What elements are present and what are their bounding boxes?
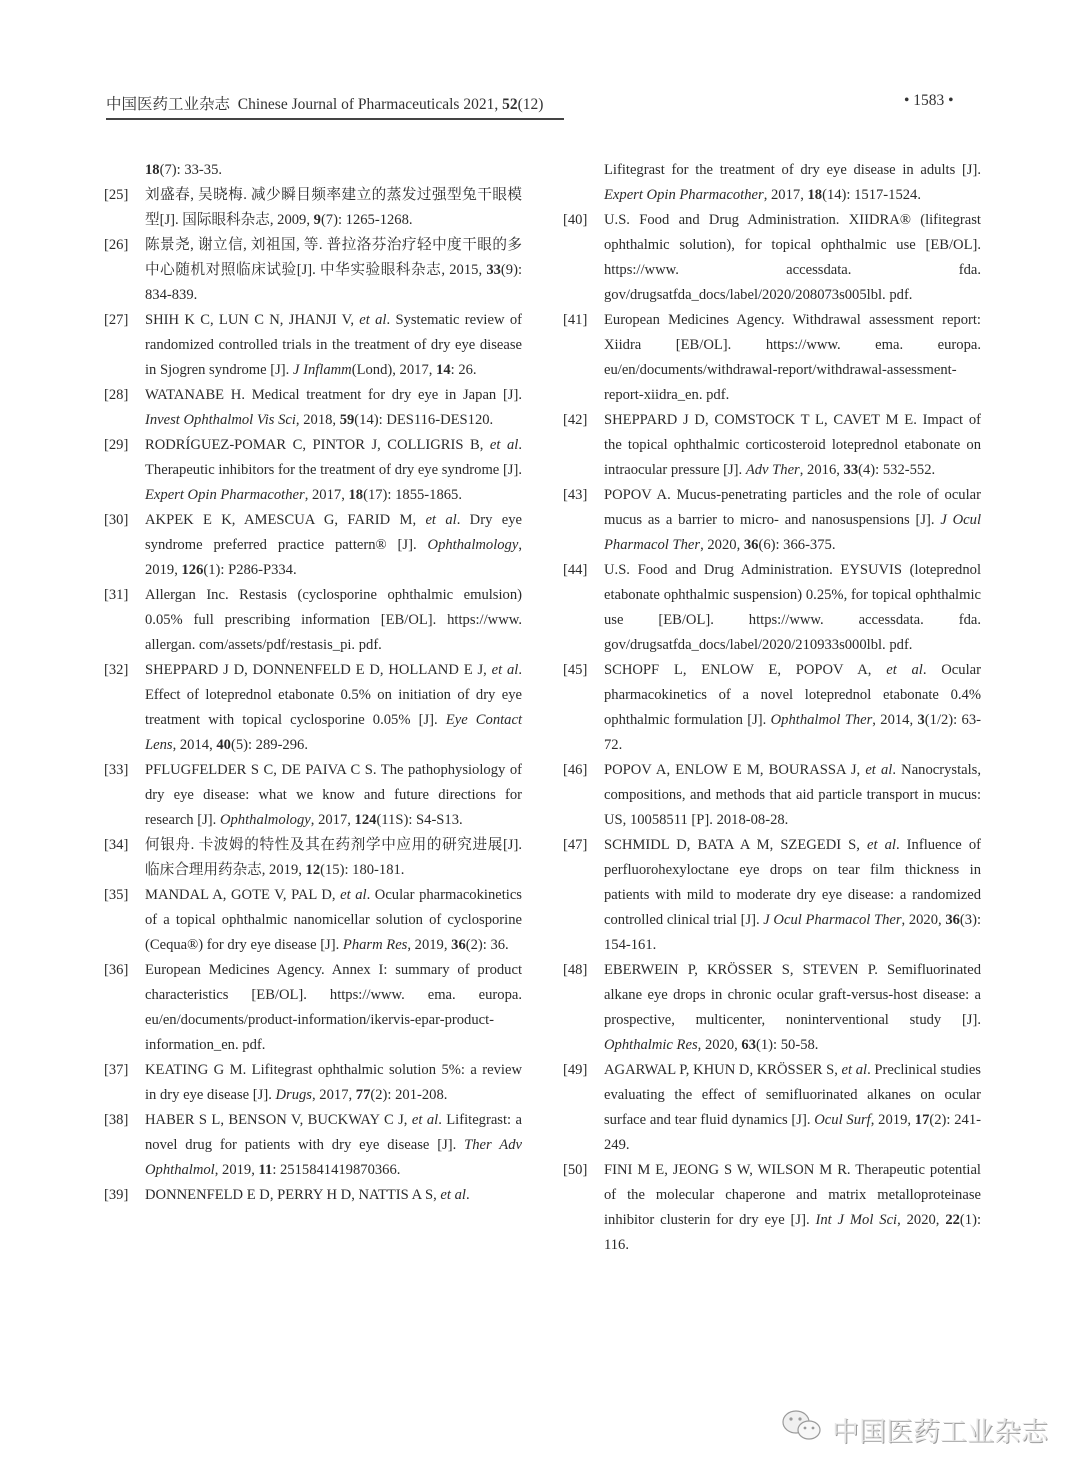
- reference-text: (7): 33-35.: [159, 162, 223, 178]
- reference-volume: 11: [258, 1162, 273, 1178]
- reference-text: AKPEK E K, AMESCUA G, FARID M,: [145, 512, 426, 528]
- reference-volume: 124: [354, 812, 377, 828]
- reference-volume: 36: [743, 537, 759, 553]
- reference-italic-text: Ophthalmic Res: [604, 1037, 698, 1053]
- journal-year: 2021,: [463, 96, 499, 113]
- reference-number: [25]: [104, 187, 129, 203]
- reference-item: [104, 758, 522, 833]
- reference-text: . Lifitegrast: a novel drug for patients with dry eye disease [J].: [145, 1112, 522, 1153]
- reference-number: [26]: [104, 237, 129, 253]
- reference-text: (1): P286-P334.: [203, 562, 297, 578]
- reference-text: (3): 154-161.: [604, 912, 981, 953]
- reference-text: Allergan Inc. Restasis (cyclosporine ophthalmic emulsion) 0.05% full prescribing information [EB/OL]. https://www. allergan. com/assets/pdf/restasis_pi. pdf.: [145, 587, 522, 653]
- reference-item: [104, 583, 522, 658]
- reference-italic-text: et al: [886, 662, 923, 678]
- reference-text: 刘盛春, 吴晓梅. 减少瞬目频率建立的蒸发过强型兔干眼模型[J]. 国际眼科杂志, 2009,: [145, 187, 522, 228]
- reference-item: [104, 433, 522, 508]
- reference-text: (1): 116.: [604, 1212, 981, 1253]
- reference-text: , 2019,: [407, 937, 452, 953]
- reference-number: [35]: [104, 887, 129, 903]
- reference-item: [104, 183, 522, 233]
- reference-text: , 2019,: [145, 537, 522, 578]
- reference-text: 何银舟. 卡波姆的特性及其在药剂学中应用的研究进展[J]. 临床合理用药杂志, 2019,: [145, 837, 522, 878]
- reference-text: Lifitegrast for the treatment of dry eye disease in adults [J].: [604, 162, 981, 178]
- reference-text: . Therapeutic inhibitors for the treatment of dry eye syndrome [J].: [145, 437, 522, 478]
- journal-issue: (12): [517, 96, 544, 113]
- reference-text: (9): 834-839.: [145, 262, 522, 303]
- reference-number: [38]: [104, 1112, 129, 1128]
- reference-text: . Dry eye syndrome preferred practice pattern® [J].: [145, 512, 522, 553]
- reference-item: [563, 158, 981, 208]
- reference-text: POPOV A. Mucus-penetrating particles and the role of ocular mucus as a barrier to micro- and nanosuspensions [J].: [604, 487, 981, 528]
- reference-text: (2): 241-249.: [604, 1112, 981, 1153]
- reference-italic-text: Int J Mol Sci: [815, 1212, 898, 1228]
- reference-number: [47]: [563, 837, 588, 853]
- header-rule: [106, 118, 564, 120]
- reference-number: [28]: [104, 387, 129, 403]
- reference-number: [33]: [104, 762, 129, 778]
- reference-number: [44]: [563, 562, 588, 578]
- reference-italic-text: et al: [425, 512, 457, 528]
- watermark: [780, 1408, 1048, 1451]
- reference-italic-text: Invest Ophthalmol Vis Sci: [145, 412, 296, 428]
- reference-number: [49]: [563, 1062, 588, 1078]
- references-right-column: [563, 158, 981, 1258]
- reference-text: DONNENFELD E D, PERRY H D, NATTIS A S,: [145, 1187, 441, 1203]
- reference-text: , 2017,: [763, 187, 808, 203]
- reference-item: [563, 1058, 981, 1158]
- reference-text: SHEPPARD J D, DONNENFELD E D, HOLLAND E J,: [145, 662, 492, 678]
- reference-number: [46]: [563, 762, 588, 778]
- reference-item: [563, 1158, 981, 1258]
- reference-number: [31]: [104, 587, 129, 603]
- reference-number: [29]: [104, 437, 129, 453]
- reference-text: , 2014,: [872, 712, 918, 728]
- reference-text: , 2014,: [172, 737, 217, 753]
- reference-text: WATANABE H. Medical treatment for dry eye in Japan [J].: [145, 387, 522, 403]
- reference-volume: 33: [486, 262, 501, 278]
- reference-italic-text: et al: [489, 437, 519, 453]
- reference-text: . Ocular pharmacokinetics of a topical ophthalmic nanomicellar solution of cyclosporine (Cequa®) for dry eye disease [J].: [145, 887, 522, 953]
- reference-item: [104, 883, 522, 958]
- reference-text: RODRÍGUEZ-POMAR C, PINTOR J, COLLIGRIS B,: [145, 437, 490, 453]
- reference-text: (14): DES116-DES120.: [354, 412, 494, 428]
- reference-italic-text: Expert Opin Pharmacother: [604, 187, 764, 203]
- reference-text: (4): 532-552.: [858, 462, 936, 478]
- journal-volume: 52: [502, 96, 518, 113]
- reference-volume: 18: [807, 187, 823, 203]
- reference-volume: 14: [436, 362, 451, 378]
- reference-text: , 2016,: [799, 462, 844, 478]
- reference-text: (5): 289-296.: [230, 737, 308, 753]
- reference-italic-text: et al: [841, 1062, 868, 1078]
- reference-italic-text: et al: [440, 1187, 466, 1203]
- reference-text: , 2020,: [897, 1212, 946, 1228]
- reference-number: [36]: [104, 962, 129, 978]
- reference-number: [27]: [104, 312, 129, 328]
- reference-italic-text: J Ocul Pharmacol Ther: [604, 512, 981, 553]
- reference-item: [104, 1183, 522, 1208]
- reference-number: [37]: [104, 1062, 129, 1078]
- journal-name-en: Chinese Journal of Pharmaceuticals: [237, 96, 460, 113]
- reference-text: POPOV A, ENLOW E M, BOURASSA J,: [604, 762, 866, 778]
- reference-number: [39]: [104, 1187, 129, 1203]
- reference-text: . Effect of loteprednol etabonate 0.5% on initiation of dry eye treatment with topical cyclosporine 0.05% [J].: [145, 662, 522, 728]
- reference-volume: 36: [945, 912, 960, 928]
- running-header: [106, 92, 564, 114]
- reference-italic-text: J Ocul Pharmacol Ther: [763, 912, 902, 928]
- reference-text: U.S. Food and Drug Administration. EYSUVIS (loteprednol etabonate ophthalmic suspension) 0.25%, for topical ophthalmic use [EB/OL]. https://www. accessdata. fda. gov/drugsatfda_docs/label/2020/210933s000lbl. pdf.: [604, 562, 981, 653]
- reference-italic-text: Expert Opin Pharmacother: [145, 487, 305, 503]
- reference-number: [32]: [104, 662, 129, 678]
- reference-text: , 2019,: [870, 1112, 915, 1128]
- reference-italic-text: J Inflamm: [292, 362, 352, 378]
- watermark-text: 中国医药工业杂志: [832, 1417, 1048, 1448]
- reference-italic-text: et al: [411, 1112, 439, 1128]
- reference-text: , 2017,: [310, 812, 355, 828]
- reference-text: : 2515841419870366.: [272, 1162, 401, 1178]
- reference-italic-text: Ophthalmology: [219, 812, 311, 828]
- references-left-column: [104, 158, 522, 1208]
- reference-text: HABER S L, BENSON V, BUCKWAY C J,: [145, 1112, 412, 1128]
- reference-item: [563, 558, 981, 658]
- reference-text: (17): 1855-1865.: [363, 487, 462, 503]
- reference-text: SCHOPF L, ENLOW E, POPOV A,: [604, 662, 887, 678]
- reference-item: [563, 483, 981, 558]
- reference-italic-text: et al: [359, 312, 387, 328]
- reference-italic-text: Ther Adv Ophthalmol: [145, 1137, 522, 1178]
- reference-text: (2): 36.: [465, 937, 509, 953]
- reference-number: [42]: [563, 412, 588, 428]
- reference-italic-text: et al: [491, 662, 519, 678]
- journal-name-cn: 中国医药工业杂志: [106, 96, 231, 113]
- reference-item: [563, 758, 981, 833]
- reference-number: [41]: [563, 312, 588, 328]
- reference-text: PFLUGFELDER S C, DE PAIVA C S. The pathophysiology of dry eye disease: what we know and future directions for research [J].: [145, 762, 522, 828]
- reference-number: [43]: [563, 487, 588, 503]
- reference-item: [104, 508, 522, 583]
- reference-text: (7): 1265-1268.: [320, 212, 413, 228]
- reference-text: SHEPPARD J D, COMSTOCK T L, CAVET M E. Impact of the topical ophthalmic corticosteroid loteprednol etabonate on intraocular pressure [J].: [604, 412, 981, 478]
- reference-volume: 77: [355, 1087, 371, 1103]
- reference-item: [563, 958, 981, 1058]
- reference-text: SHIH K C, LUN C N, JHANJI V,: [145, 312, 360, 328]
- reference-item: [563, 408, 981, 483]
- reference-italic-text: et al: [865, 762, 893, 778]
- reference-text: MANDAL A, GOTE V, PAL D,: [145, 887, 341, 903]
- reference-volume: 36: [451, 937, 466, 953]
- reference-number: [34]: [104, 837, 129, 853]
- reference-volume: 59: [339, 412, 355, 428]
- reference-text: , 2020,: [901, 912, 946, 928]
- reference-text: . Ocular pharmacokinetics of a novel loteprednol etabonate 0.4% ophthalmic formulation [J].: [604, 662, 981, 728]
- reference-volume: 3: [917, 712, 925, 728]
- reference-text: European Medicines Agency. Withdrawal assessment report: Xiidra [EB/OL]. https://www. ema. europa. eu/en/documents/withdrawal-report/withdrawal-assessment-report-xiidra_en. pdf.: [604, 312, 981, 403]
- reference-number: [40]: [563, 212, 588, 228]
- reference-item: [104, 233, 522, 308]
- reference-text: SCHMIDL D, BATA A M, SZEGEDI S,: [604, 837, 868, 853]
- reference-volume: 9: [313, 212, 321, 228]
- reference-volume: 12: [305, 862, 321, 878]
- reference-number: [45]: [563, 662, 588, 678]
- reference-item: [563, 208, 981, 308]
- reference-number: [30]: [104, 512, 129, 528]
- reference-item: [563, 833, 981, 958]
- reference-text: (Lond), 2017,: [351, 362, 437, 378]
- reference-item: [104, 833, 522, 883]
- reference-item: [104, 958, 522, 1058]
- reference-text: , 2017,: [312, 1087, 356, 1103]
- reference-text: : 26.: [450, 362, 477, 378]
- reference-item: [104, 658, 522, 758]
- reference-text: (6): 366-375.: [758, 537, 836, 553]
- reference-italic-text: Ophthalmology: [427, 537, 519, 553]
- reference-text: KEATING G M. Lifitegrast ophthalmic solution 5%: a review in dry eye disease [J].: [145, 1062, 522, 1103]
- reference-italic-text: et al: [867, 837, 896, 853]
- reference-italic-text: Pharm Res: [342, 937, 408, 953]
- reference-text: , 2019,: [214, 1162, 259, 1178]
- reference-text: . Systematic review of randomized controlled trials in the treatment of dry eye disease in Sjogren syndrome [J].: [145, 312, 522, 378]
- reference-text: (1): 50-58.: [756, 1037, 819, 1053]
- reference-text: AGARWAL P, KHUN D, KRÖSSER S,: [604, 1062, 842, 1078]
- reference-text: (15): 180-181.: [320, 862, 405, 878]
- reference-text: , 2020,: [697, 1037, 742, 1053]
- reference-item: [104, 308, 522, 383]
- page-number: • 1583 •: [904, 92, 954, 109]
- reference-text: EBERWEIN P, KRÖSSER S, STEVEN P. Semifluorinated alkane eye drops in chronic ocular graft-versus-host disease: a prospective, multicenter, noninterventional study [J].: [604, 962, 981, 1028]
- reference-volume: 22: [945, 1212, 960, 1228]
- reference-volume: 126: [181, 562, 204, 578]
- wechat-icon: [780, 1408, 824, 1451]
- reference-text: 陈景尧, 谢立信, 刘祖国, 等. 普拉洛芬治疗轻中度干眼的多中心随机对照临床试验[J]. 中华实验眼科杂志, 2015,: [145, 237, 522, 278]
- reference-text: . Influence of perfluorohexyloctane eye drops on tear film thickness in patients with mild to moderate dry eye disease: a randomized controlled clinical trial [J].: [604, 837, 981, 928]
- reference-text: U.S. Food and Drug Administration. XIIDRA® (lifitegrast ophthalmic solution), for topical ophthalmic use [EB/OL]. https://www. accessdata. fda. gov/drugsatfda_docs/label/2020/208073s005lbl. pdf.: [604, 212, 981, 303]
- reference-volume: 17: [914, 1112, 930, 1128]
- reference-item: [104, 1058, 522, 1108]
- reference-italic-text: Ocul Surf: [814, 1112, 871, 1128]
- reference-text: (2): 201-208.: [370, 1087, 448, 1103]
- reference-text: , 2020,: [700, 537, 744, 553]
- reference-number: [50]: [563, 1162, 588, 1178]
- reference-item: [104, 158, 522, 183]
- reference-italic-text: et al: [340, 887, 367, 903]
- reference-italic-text: Adv Ther: [745, 462, 800, 478]
- reference-text: (11S): S4-S13.: [376, 812, 463, 828]
- reference-item: [104, 1108, 522, 1183]
- reference-text: .: [465, 1187, 470, 1203]
- reference-italic-text: Ophthalmol Ther: [770, 712, 873, 728]
- reference-text: (14): 1517-1524.: [822, 187, 921, 203]
- reference-text: , 2017,: [304, 487, 349, 503]
- reference-volume: 33: [843, 462, 859, 478]
- reference-number: [48]: [563, 962, 588, 978]
- reference-volume: 18: [348, 487, 364, 503]
- reference-item: [563, 308, 981, 408]
- reference-text: European Medicines Agency. Annex I: summary of product characteristics [EB/OL]. https://www. ema. europa. eu/en/documents/product-information/ikervis-epar-product-information_en. pdf.: [145, 962, 522, 1053]
- reference-volume: 40: [216, 737, 231, 753]
- reference-text: (1/2): 63-72.: [604, 712, 982, 753]
- reference-text: , 2018,: [295, 412, 340, 428]
- reference-italic-text: Drugs: [275, 1087, 312, 1103]
- reference-item: [563, 658, 981, 758]
- reference-item: [104, 383, 522, 433]
- reference-volume: 18: [145, 162, 160, 178]
- reference-text: . Preclinical studies evaluating the effect of semifluorinated alkanes on ocular surface and tear fluid dynamics [J].: [604, 1062, 981, 1128]
- reference-text: . Nanocrystals, compositions, and methods that aid particle transport in mucus: US, 10058511 [P]. 2018-08-28.: [604, 762, 981, 828]
- reference-italic-text: Eye Contact Lens: [145, 712, 522, 753]
- reference-volume: 63: [741, 1037, 757, 1053]
- reference-text: FINI M E, JEONG S W, WILSON M R. Therapeutic potential of the molecular chaperone and matrix metalloproteinase inhibitor clusterin for dry eye [J].: [604, 1162, 981, 1228]
